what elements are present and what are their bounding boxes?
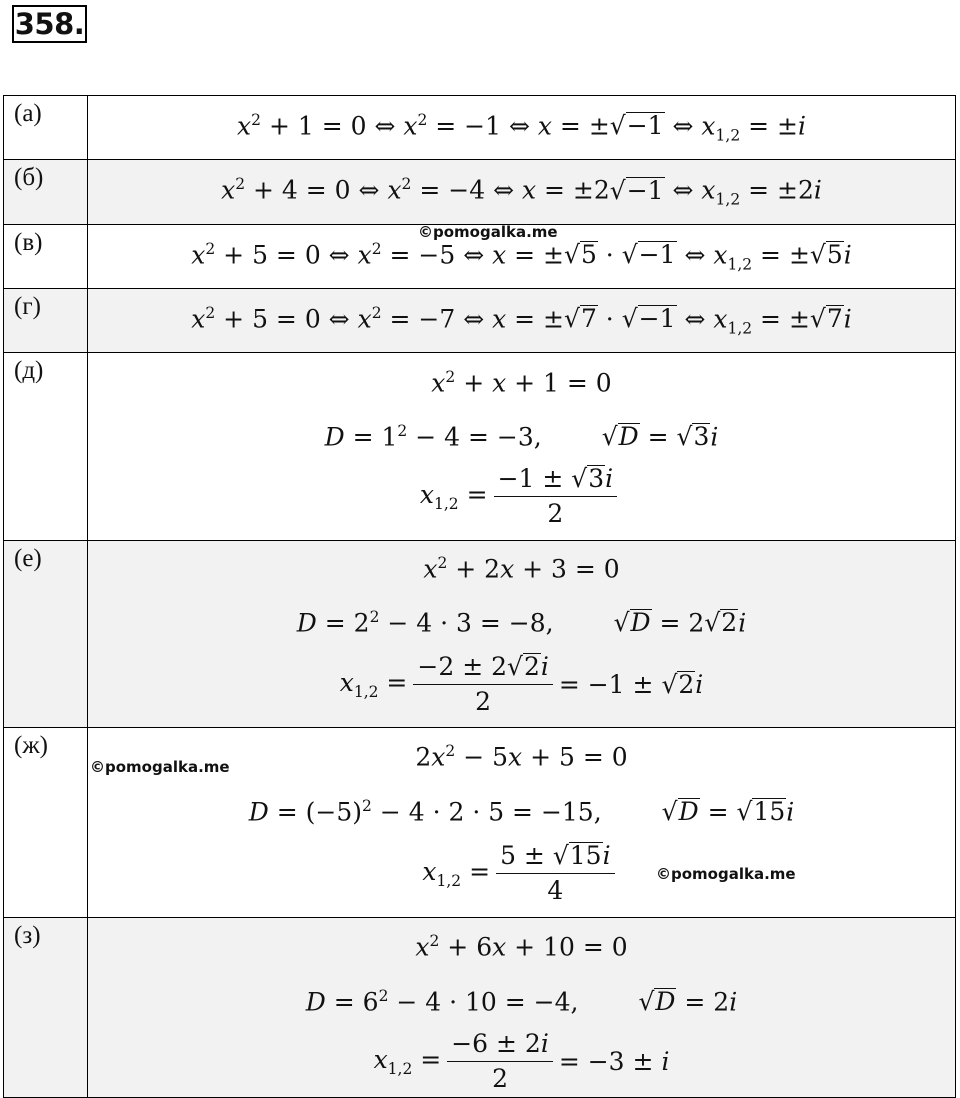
table-row — [4, 224, 956, 288]
row-label: (а) — [4, 96, 88, 160]
table-row — [4, 728, 956, 918]
discriminant: $D = 2^2 - 4 \cdot 3 = -8$, √D = 2√2i — [296, 607, 747, 637]
table-row — [4, 288, 956, 352]
watermark: ©pomogalka.me — [418, 222, 558, 241]
fraction: $\frac{-2 \pm 2√2i}{2}$ — [413, 652, 552, 717]
row-label: (г) — [4, 288, 88, 352]
equation: $x^2 + 4 = 0$ ⇔ $x^2 = -4$ ⇔ x = ±2√−1 ⇔ $x_{1,2} = \pm 2i$ — [221, 175, 822, 209]
equation: $x^2 + 1 = 0$ ⇔ $x^2 = -1$ ⇔ x = ±√−1 ⇔ $x_{1,2} = \pm i$ — [237, 111, 806, 145]
roots-formula: $x_{1,2}$ = $\frac{5 \pm √15i}{4}$ — [88, 841, 955, 906]
fraction: $\frac{-1 \pm √3i}{2}$ — [494, 464, 618, 529]
table-row — [4, 541, 956, 728]
equation: $x^2 + 5 = 0$ ⇔ $x^2 = -5$ ⇔ x = ±√5 · √−1 ⇔ $x_{1,2} = \pm√5i$ — [191, 239, 852, 273]
table-row — [4, 918, 956, 1098]
row-label: (е) — [4, 541, 88, 728]
equation: $x^2 + x + 1 = 0$ — [431, 368, 612, 398]
fraction: $\frac{-6 \pm 2i}{2}$ — [447, 1029, 553, 1094]
table-row — [4, 160, 956, 224]
equation-cell — [88, 353, 956, 541]
solution-table — [3, 95, 956, 1098]
row-label: (д) — [4, 353, 88, 541]
roots-formula: $x_{1,2}$ = $\frac{-2 \pm 2√2i}{2}$ = −1 ± √2i — [339, 651, 704, 716]
row-label: (в) — [4, 224, 88, 288]
equation: $2x^2 - 5x + 5 = 0$ — [415, 742, 628, 772]
equation: $x^2 + 2x + 3 = 0$ — [423, 554, 620, 584]
problem-number: 358. — [12, 5, 87, 43]
discriminant: $D = 6^2 - 4 \cdot 10 = -4$, √D = 2i — [305, 986, 738, 1016]
roots-formula: $x_{1,2}$ = $\frac{-6 \pm 2i}{2}$ = −3 ± i — [373, 1028, 670, 1093]
table-row — [4, 353, 956, 541]
discriminant: $D = (-5)^2 - 4 \cdot 2 \cdot 5 = -15$, √D = √15i — [248, 796, 795, 826]
equation-cell — [88, 728, 956, 918]
discriminant: $D = 1^2 - 4 = -3$, √D = √3i — [324, 421, 719, 451]
equation-cell — [88, 96, 956, 160]
equation: $x^2 + 6x + 10 = 0$ — [415, 932, 628, 962]
watermark: ©pomogalka.me — [656, 865, 796, 884]
equation-cell — [88, 160, 956, 224]
equation-cell — [88, 288, 956, 352]
equation-cell — [88, 918, 956, 1098]
row-label: (б) — [4, 160, 88, 224]
equation: $x^2 + 5 = 0$ ⇔ $x^2 = -7$ ⇔ x = ±√7 · √−1 ⇔ $x_{1,2} = \pm√7i$ — [191, 303, 852, 338]
row-label: (ж) — [4, 728, 88, 918]
equation-cell — [88, 541, 956, 728]
table-row — [4, 96, 956, 160]
fraction: $\frac{5 \pm √15i}{4}$ — [496, 841, 615, 906]
watermark: ©pomogalka.me — [90, 758, 230, 777]
equation-cell — [88, 224, 956, 288]
row-label: (з) — [4, 918, 88, 1098]
roots-formula: $x_{1,2}$ = $\frac{-1 \pm √3i}{2}$ — [88, 464, 955, 529]
